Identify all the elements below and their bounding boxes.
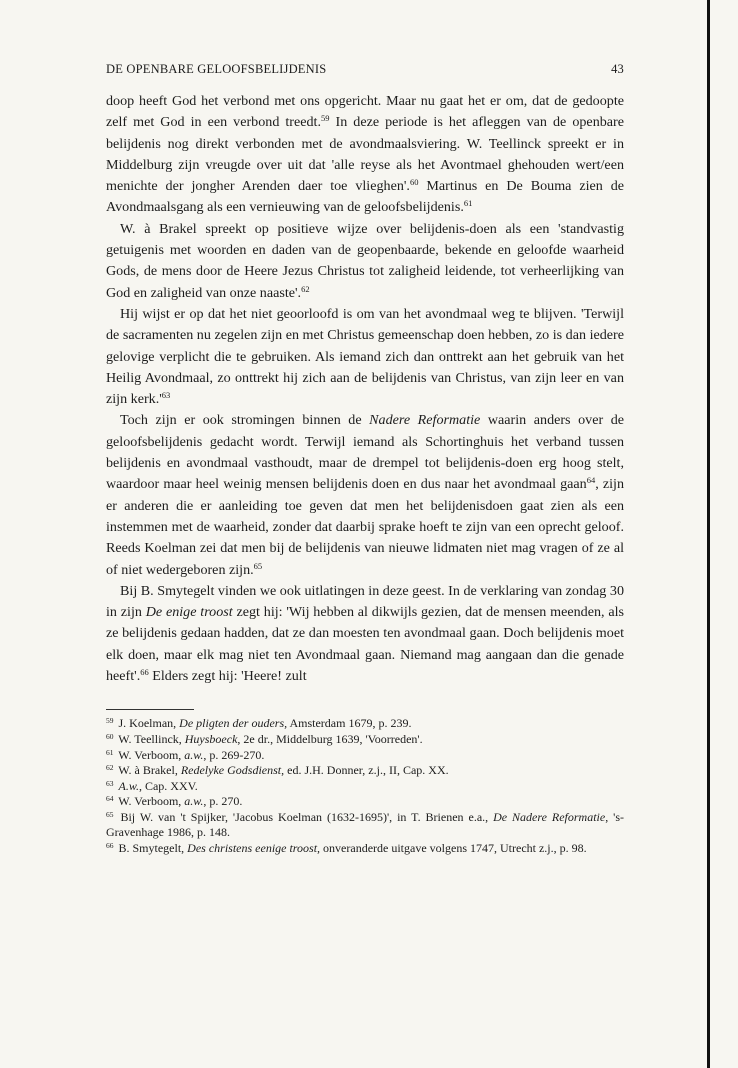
italic-title: Des christens eenige troost, <box>187 841 321 856</box>
footnote <box>106 763 624 779</box>
footnotes <box>106 716 624 856</box>
page-edge-rule <box>707 0 710 1068</box>
footnote-ref: 65 <box>106 809 114 819</box>
footnote-ref: 60 <box>409 177 419 188</box>
italic-title: De Nadere Reformatie <box>493 809 606 824</box>
text-run: , p. 269-270. <box>203 747 265 762</box>
paragraph <box>106 91 624 219</box>
italic-title: a.w. <box>184 747 204 762</box>
footnote <box>106 810 624 841</box>
text-run: Martinus en De Bouma zien de Avondmaalsgang als een vernieuwing van de geloofsbelijdenis. <box>106 178 624 216</box>
text-run: , Cap. XXV. <box>138 778 198 793</box>
text-run: Amsterdam 1679, p. 239. <box>287 716 412 731</box>
text-run: , 2e dr., Middelburg 1639, 'Voorreden'. <box>237 731 423 746</box>
running-head-title: DE OPENBARE GELOOFSBELIJDENIS <box>106 62 327 76</box>
footnote-ref: 63 <box>106 778 114 788</box>
italic-title: Redelyke Godsdienst <box>180 763 282 778</box>
paragraph <box>106 581 624 687</box>
running-head <box>106 62 624 77</box>
footnote-ref: 64 <box>106 794 114 804</box>
text-run: J. Koelman, <box>115 716 180 731</box>
page-number: 43 <box>611 62 624 76</box>
paragraph <box>106 410 624 580</box>
footnote-ref: 61 <box>106 747 114 757</box>
footnote-ref: 64 <box>586 475 596 486</box>
italic-title: a.w. <box>184 794 204 809</box>
text-run: Elders zegt hij: 'Heere! zult <box>148 668 307 685</box>
text-run: In deze periode is het afleggen van de openbare belijdenis nog direkt verbonden met de avondmaalsviering. W. Teellinck spreekt er in Middelburg zijn vreugde over uit dat 'alle reyse als het Avontmael ghehouden wert/een menichte der jongher Arenden daer toe vlieghen'. <box>106 114 624 195</box>
text-run: waarin anders over de geloofsbelijdenis gedacht wordt. Terwijl iemand als Schortinghuis het verband tussen belijdenis en avondmaal vasthoudt, maar de drempel tot belijdenis-doen erg hoog stelt, waardoor maar heel weinig mensen belijdenis doen en dus naar het avondmaal gaan <box>106 412 624 493</box>
italic-title: Nadere Reformatie <box>369 412 481 429</box>
italic-title: De pligten der ouders, <box>179 716 288 731</box>
footnote-ref: 62 <box>106 763 114 773</box>
footnote-ref: 66 <box>106 841 114 851</box>
text-run: Bij W. van 't Spijker, 'Jacobus Koelman (1632-1695)', in T. Brienen e.a., <box>115 809 494 824</box>
text-run: Hij wijst er op dat het niet geoorloofd is om van het avondmaal weg te blijven. 'Terwijl de sacramenten nu zegelen zijn en met Christus gemeenschap doen hebben, zo is dan iedere gelovige verplicht die te gebruiken. Als iemand zich dan onttrekt aan het gebruik van het Heilig Avondmaal, zo onttrekt hij zich aan de belijdenis van Christus, van zijn leer en van zijn kerk.' <box>106 305 624 408</box>
text-run: W. Verboom, <box>115 747 185 762</box>
text-run: B. Smytegelt, <box>115 841 188 856</box>
book-page <box>106 62 624 857</box>
footnote <box>106 841 624 857</box>
footnote <box>106 716 624 732</box>
paragraph <box>106 304 624 410</box>
text-run: W. à Brakel, <box>115 763 181 778</box>
italic-title: A.w. <box>118 778 139 793</box>
footnote <box>106 748 624 764</box>
text-run: zegt hij: 'Wij hebben al dikwijls gezien, dat de mensen meenden, als ze belijdenis gedaan hadden, dat ze dan moesten ten avondmaal gaan. Doch belijdenis moet elk doen, maar elk mag niet ten Avondmaal gaan. Niemand mag aangaan dan die genade heeft'. <box>106 604 624 685</box>
text-run: W. Teellinck, <box>115 731 185 746</box>
paragraph <box>106 219 624 304</box>
text-run: Toch zijn er ook stromingen binnen de <box>120 412 370 429</box>
footnote-separator <box>106 709 194 710</box>
footnote <box>106 779 624 795</box>
body-text <box>106 91 624 687</box>
italic-title: De enige troost <box>145 604 233 621</box>
footnote-ref: 60 <box>106 731 114 741</box>
text-run: W. Verboom, <box>115 794 185 809</box>
text-run: Bij B. Smytegelt vinden we ook uitlatingen in deze geest. In de verklaring van zondag 30 in zijn <box>106 582 624 621</box>
text-run: , 's-Gravenhage 1986, p. 148. <box>106 809 625 840</box>
footnote-ref: 59 <box>106 716 114 726</box>
text-run: , ed. J.H. Donner, z.j., II, Cap. XX. <box>281 763 449 778</box>
footnote <box>106 794 624 810</box>
footnote-ref: 65 <box>253 560 263 571</box>
footnote <box>106 732 624 748</box>
footnote-ref: 66 <box>140 667 149 678</box>
footnote-ref: 61 <box>463 198 473 209</box>
text-run: W. à Brakel spreekt op positieve wijze over belijdenis-doen als een 'standvastig getuigenis met woorden en daden van de geopenbaarde, bekende en geloofde waarheid Gods, de mens door de Heere Jezus Christus tot zaligheid leidende, tot verheerlijking van God en zaligheid van onze naaste'. <box>106 220 624 301</box>
text-run: doop heeft God het verbond met ons opgericht. Maar nu gaat het er om, dat de gedoopte zelf met God in een verbond treedt. <box>106 93 624 131</box>
text-run: onveranderde uitgave volgens 1747, Utrecht z.j., p. 98. <box>320 841 587 856</box>
footnote-ref: 62 <box>301 283 310 294</box>
footnote-ref: 63 <box>161 390 171 401</box>
footnote-ref: 59 <box>321 113 330 124</box>
italic-title: Huysboeck <box>184 731 238 746</box>
text-run: , p. 270. <box>203 794 243 809</box>
text-run: , zijn er anderen die er aanleiding toe geven dat men het belijdenisdoen gaat zien als een instemmen met de waarheid, zonder dat daarbij sprake hoeft te zijn van een oprecht geloof. Reeds Koelman zei dat men bij de belijdenis van nieuwe lidmaten niet mag vragen of ze al of niet wedergeboren zijn. <box>106 476 624 578</box>
